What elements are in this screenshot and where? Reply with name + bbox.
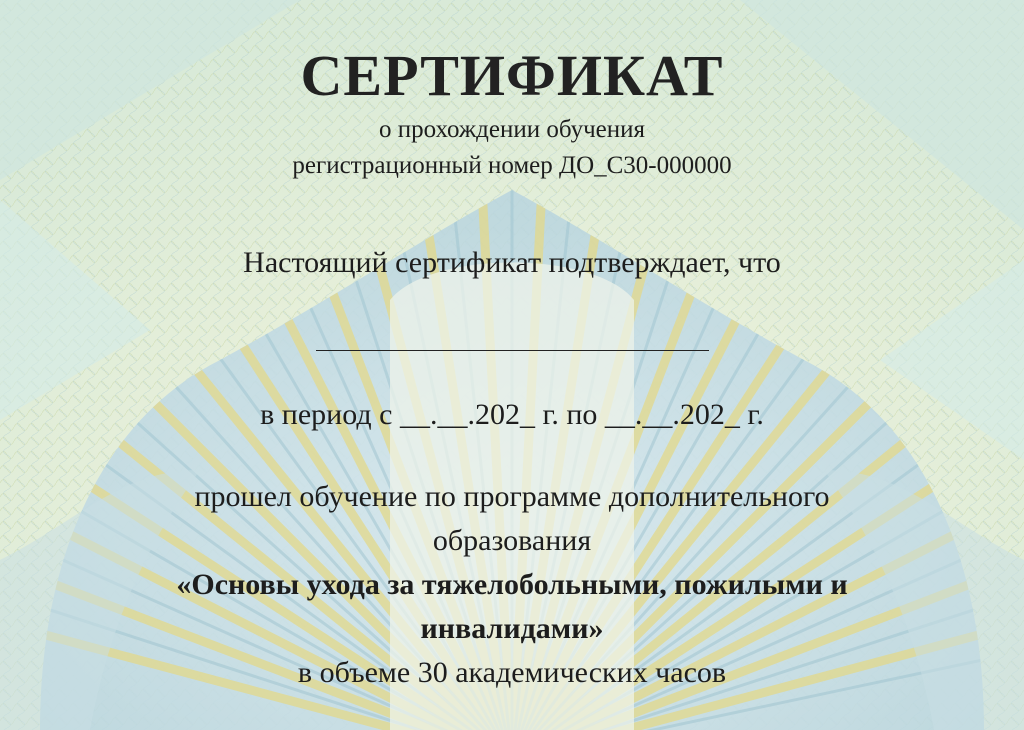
course-volume: в объеме 30 академических часов [297, 656, 727, 689]
program-name-line-1: «Основы ухода за тяжелобольными, пожилыми и [176, 568, 848, 601]
certificate-title: СЕРТИФИКАТ [300, 43, 724, 108]
training-period: в период с __.__.202_ г. по __.__.202_ г. [260, 398, 764, 431]
program-intro-line-1: прошел обучение по программе дополнительного [194, 480, 830, 513]
confirm-statement: Настоящий сертификат подтверждает, что [243, 246, 781, 279]
certificate-subtitle: о прохождении обучения [378, 116, 646, 143]
recipient-name-blank-line [316, 350, 709, 351]
program-intro-line-2: образования [432, 524, 592, 557]
program-name-line-2: инвалидами» [420, 612, 604, 645]
registration-number: регистрационный номер ДО_С30-000000 [292, 152, 732, 179]
